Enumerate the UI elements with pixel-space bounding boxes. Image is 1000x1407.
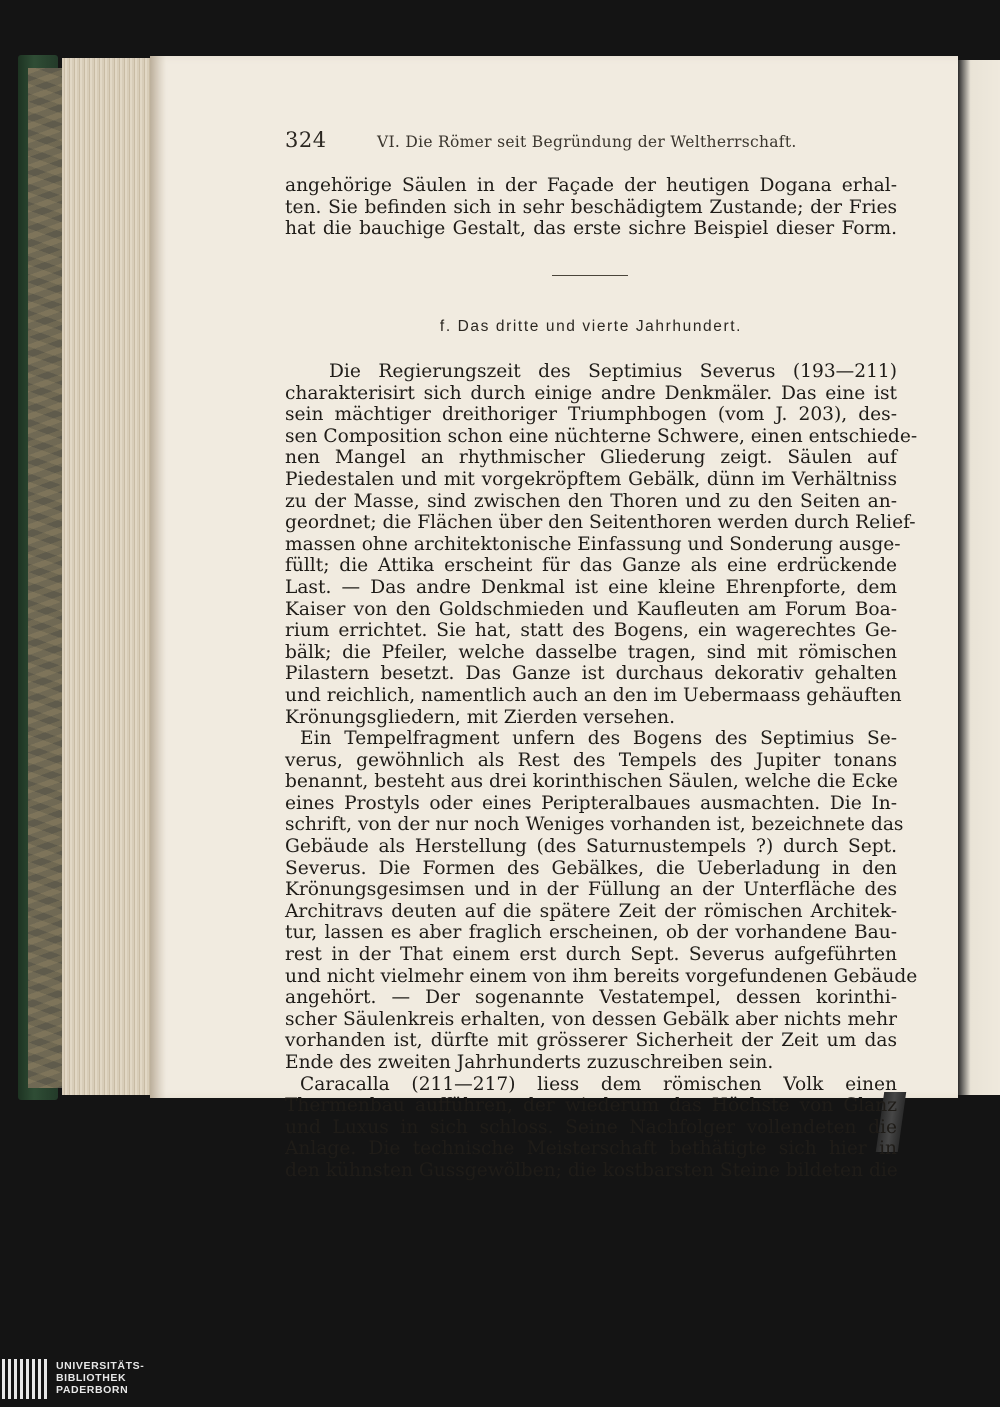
page-gutter-shadow <box>150 56 166 1098</box>
library-logo-icon <box>0 1359 48 1399</box>
text-line: hat die bauchige Gestalt, das erste sichre Beispiel dieser Form. <box>285 218 897 240</box>
text-line: Architravs deuten auf die spätere Zeit der römischen Architek- <box>285 900 897 922</box>
text-line: eines Prostyls oder eines Peripteralbaues ausmachten. Die In- <box>285 792 897 814</box>
text-line: zu der Masse, sind zwischen den Thoren und zu den Seiten an- <box>285 490 897 512</box>
section-divider <box>552 275 628 276</box>
text-line: charakterisirt sich durch einige andre Denkmäler. Das eine ist <box>285 382 897 404</box>
text-line: den kühnsten Gussgewölben; die kostbarsten Steine bildeten die <box>285 1159 898 1181</box>
text-line: sen Composition schon eine nüchterne Schwere, einen entschiede- <box>285 425 918 447</box>
text-line: bälk; die Pfeiler, welche dasselbe tragen, sind mit römischen <box>285 641 897 663</box>
text-line: scher Säulenkreis erhalten, von dessen Gebälk aber nichts mehr <box>285 1008 897 1030</box>
text-line: Ende des zweiten Jahrhunderts zuzuschreiben sein. <box>285 1052 774 1073</box>
library-logo-text <box>56 1360 144 1396</box>
text-block-top <box>285 175 897 240</box>
text-line: Kaiser von den Goldschmieden und Kaufleuten am Forum Boa- <box>285 598 897 620</box>
text-line: schrift, von der nur noch Weniges vorhanden ist, bezeichnete das <box>285 814 904 836</box>
text-block-main <box>285 361 918 1182</box>
text-line: Severus. Die Formen des Gebälkes, die Ueberladung in den <box>285 857 897 879</box>
text-line: Piedestalen und mit vorgekröpftem Gebälk, dünn im Verhältniss <box>285 468 897 490</box>
text-line: ten. Sie befinden sich in sehr beschädigtem Zustande; der Fries <box>285 196 897 218</box>
page-edges <box>62 58 158 1095</box>
text-line: Krönungsgesimsen und in der Füllung an der Unterfläche des <box>285 879 897 901</box>
text-line: Last. — Das andre Denkmal ist eine kleine Ehrenpforte, dem <box>285 576 897 598</box>
logo-line: UNIVERSITÄTS- <box>56 1360 145 1372</box>
text-line: tur, lassen es aber fraglich erscheinen, ob der vorhandene Bau- <box>285 922 897 944</box>
text-line: angehört. — Der sogenannte Vestatempel, dessen korinthi- <box>285 987 897 1009</box>
text-line: vorhanden ist, dürfte mit grösserer Sicherheit der Zeit um das <box>285 1030 897 1052</box>
page-number: 324 <box>285 128 327 152</box>
text-line: geordnet; die Flächen über den Seitenthoren werden durch Relief- <box>285 512 916 534</box>
text-line: nen Mangel an rhythmischer Gliederung zeigt. Säulen auf <box>285 447 897 469</box>
logo-line: PADERBORN <box>56 1384 129 1396</box>
logo-line: BIBLIOTHEK <box>56 1372 127 1384</box>
text-line: und reichlich, namentlich auch an den im Uebermaass gehäuften <box>285 684 902 706</box>
text-line: Ein Tempelfragment unfern des Bogens des Septimius Se- <box>300 728 897 750</box>
text-line: füllt; die Attika erscheint für das Ganze als eine erdrückende <box>285 555 897 577</box>
text-line: Gebäude als Herstellung (des Saturnustempels ?) durch Sept. <box>285 836 897 858</box>
text-line: rium errichtet. Sie hat, statt des Bogens, ein wagerechtes Ge- <box>285 620 897 642</box>
text-line: Die Regierungszeit des Septimius Severus (193—211) <box>329 361 897 382</box>
text-line: Anlage. Die technische Meisterschaft bethätigte sich hier in <box>285 1138 897 1160</box>
text-line: benannt, besteht aus drei korinthischen Säulen, welche die Ecke <box>285 771 898 793</box>
section-heading: f. Das dritte und vierte Jahrhundert. <box>439 318 743 335</box>
facing-page-edge <box>958 60 1000 1095</box>
text-line: Krönungsgliedern, mit Zierden versehen. <box>285 706 676 728</box>
text-line: und nicht vielmehr einem von ihm bereits vorgefundenen Gebäude <box>285 965 918 987</box>
text-line: Thermenbau aufführen, der wiederum das Höchste von Glanz <box>285 1095 897 1117</box>
text-line: Caracalla (211—217) liess dem römischen Volk einen <box>300 1073 897 1095</box>
text-line: verus, gewöhnlich als Rest des Tempels des Jupiter tonans <box>285 749 897 771</box>
running-title: VI. Die Römer seit Begründung der Weltherrschaft. <box>377 133 797 151</box>
library-footer <box>0 1356 1000 1407</box>
text-line: und Luxus in sich schloss. Seine Nachfolger vollendeten die <box>285 1116 897 1138</box>
text-line: angehörige Säulen in der Façade der heutigen Dogana erhal- <box>285 175 897 196</box>
text-line: rest in der That einem erst durch Sept. Severus aufgeführten <box>285 944 897 966</box>
text-line: Pilastern besetzt. Das Ganze ist durchaus dekorativ gehalten <box>285 663 897 685</box>
text-line: massen ohne architektonische Einfassung und Sonderung ausge- <box>285 533 901 555</box>
text-line: sein mächtiger dreithoriger Triumphbogen (vom J. 203), des- <box>285 404 897 426</box>
page-header <box>285 128 897 158</box>
